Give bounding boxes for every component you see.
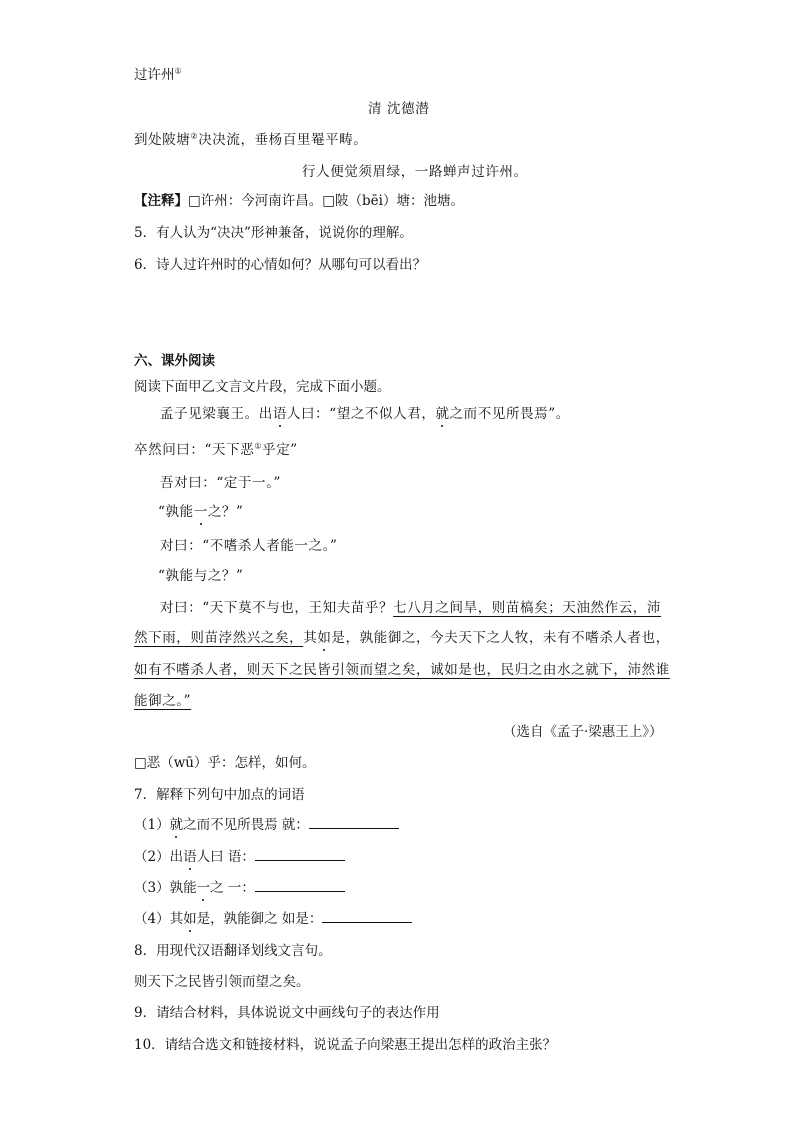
question-6: 6．诗人过许州时的心情如何？从哪句可以看出？ <box>134 257 427 273</box>
question-7-item-4: （4）其如是，孰能御之 如是： <box>134 908 412 928</box>
passage-line-3: 吾对曰：“定于一。” <box>160 475 282 491</box>
poem-title: 过许州① <box>134 66 182 83</box>
passage-line-7: 对曰：“天下莫不与也，王知夫苗乎？七八月之间旱，则苗槁矣；天油然作云，沛 <box>160 600 662 616</box>
question-5: 5．有人认为“决决”形神兼备，说说你的理解。 <box>134 225 413 241</box>
footnote: □恶（wū）乎：怎样，如何。 <box>134 755 316 771</box>
section-instruction: 阅读下面甲乙文言文片段，完成下面小题。 <box>134 379 391 395</box>
answer-blank-4[interactable] <box>322 908 412 923</box>
passage-line-9: 如有不嗜杀人者，则天下之民皆引领而望之矣，诚如是也，民归之由水之就下，沛然谁 <box>134 662 670 678</box>
passage-line-5: 对曰：“不嗜杀人者能一之。” <box>160 538 338 554</box>
question-9: 9．请结合材料，具体说说文中画线句子的表达作用 <box>134 1005 440 1021</box>
passage-line-8: 然下雨，则苗浡然兴之矣，其如是，孰能御之，今夫天下之人牧，未有不嗜杀人者也， <box>134 630 670 646</box>
poem-author: 清 沈德潜 <box>368 101 430 117</box>
question-7-item-2: （2）出语人曰 语： <box>134 846 345 866</box>
passage-line-10: 能御之。” <box>134 693 192 709</box>
answer-blank-3[interactable] <box>255 877 345 892</box>
passage-source: （选自《孟子·梁惠王上》） <box>503 724 663 740</box>
question-10: 10．请结合选文和链接材料，说说孟子向梁惠王提出怎样的政治主张？ <box>134 1037 557 1053</box>
passage-line-1: 孟子见梁襄王。出语人曰：“望之不似人君，就之而不见所畏焉”。 <box>160 406 570 422</box>
question-8-sentence: 则天下之民皆引领而望之矣。 <box>134 974 310 990</box>
answer-blank-2[interactable] <box>255 846 345 861</box>
question-7-item-1: （1）就之而不见所畏焉 就： <box>134 814 399 834</box>
question-7: 7．解释下列句中加点的词语 <box>134 787 305 803</box>
passage-line-4: “孰能一之？” <box>158 504 244 520</box>
answer-blank-1[interactable] <box>309 814 399 829</box>
passage-line-6: “孰能与之？” <box>158 568 244 584</box>
question-7-item-3: （3）孰能一之 一： <box>134 877 345 897</box>
poem-line-2: 行人便觉须眉绿，一路蝉声过许州。 <box>302 164 528 180</box>
question-8: 8．用现代汉语翻译划线文言句。 <box>134 943 332 959</box>
poem-notes: 【注释】□许州：今河南许昌。□陂（bēi）塘：池塘。 <box>134 193 464 209</box>
poem-line-1: 到处陂塘②决决流，垂杨百里罨平畴。 <box>134 131 368 148</box>
passage-line-2: 卒然问曰：“天下恶①乎定” <box>134 441 298 458</box>
section-heading: 六、课外阅读 <box>134 353 215 369</box>
